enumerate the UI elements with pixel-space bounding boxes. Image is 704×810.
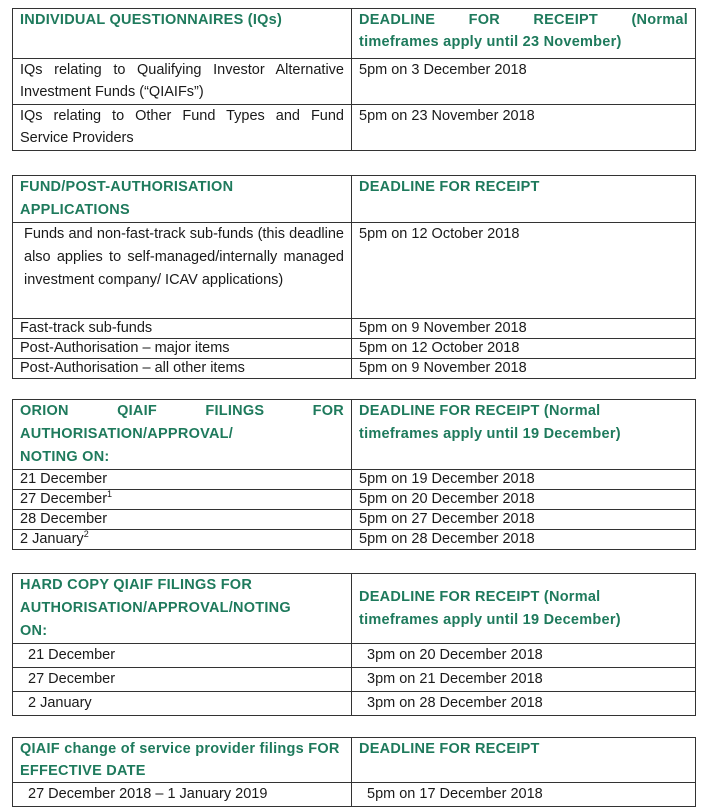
header-cell xyxy=(13,9,352,59)
row-label xyxy=(13,530,352,550)
footnote-marker: 2 xyxy=(83,529,89,540)
row-label: 27 December 2018 – 1 January 2019 xyxy=(13,783,352,807)
table-row xyxy=(13,530,696,550)
row-deadline: 3pm on 20 December 2018 xyxy=(352,644,696,668)
header-left-text: AUTHORISATION/APPROVAL/ xyxy=(20,426,234,442)
row-deadline: 5pm on 9 November 2018 xyxy=(352,319,696,339)
table-header-row xyxy=(13,400,696,470)
table-row xyxy=(13,223,696,319)
row-label-text: 2 January xyxy=(20,531,84,547)
header-right-text: DEADLINE FOR RECEIPT xyxy=(352,738,696,783)
table-header-row xyxy=(13,574,696,644)
header-left-text: ORION QIAIF FILINGS FOR xyxy=(20,403,344,419)
header-left-text: INDIVIDUAL QUESTIONNAIRES (IQs) xyxy=(20,12,283,28)
header-right-text: timeframes apply until 23 November) xyxy=(359,34,622,50)
header-left-text: NOTING ON: xyxy=(20,449,110,465)
row-deadline: 3pm on 21 December 2018 xyxy=(352,668,696,692)
header-right-text: DEADLINE FOR RECEIPT (Normal xyxy=(359,403,601,419)
row-label: Funds and non-fast-track sub-funds (this deadline also applies to self-managed/internally managed investment company/ ICAV applications) xyxy=(13,223,352,319)
table-row xyxy=(13,490,696,510)
row-label-text: 27 December xyxy=(20,491,108,507)
row-label xyxy=(13,470,352,490)
table-row xyxy=(13,668,696,692)
row-deadline: 5pm on 28 December 2018 xyxy=(352,530,696,550)
header-cell xyxy=(352,574,696,644)
table-row xyxy=(13,510,696,530)
header-right-text: timeframes apply until 19 December) xyxy=(359,611,621,628)
iq-deadlines-table xyxy=(12,8,696,151)
row-deadline: 5pm on 3 December 2018 xyxy=(352,59,696,105)
row-deadline: 5pm on 17 December 2018 xyxy=(352,783,696,807)
row-deadline: 5pm on 27 December 2018 xyxy=(352,510,696,530)
row-deadline: 5pm on 20 December 2018 xyxy=(352,490,696,510)
row-label xyxy=(13,510,352,530)
table-header-row xyxy=(13,738,696,783)
header-cell xyxy=(352,400,696,470)
header-right-text: DEADLINE FOR RECEIPT (Normal xyxy=(359,588,601,605)
row-deadline: 5pm on 23 November 2018 xyxy=(352,105,696,151)
footnote-marker: 1 xyxy=(107,489,113,500)
header-left-text: ON: xyxy=(20,623,48,639)
row-label: Fast-track sub-funds xyxy=(13,319,352,339)
row-label-text: 28 December xyxy=(20,511,108,527)
header-left-text: QIAIF change of service provider filings FOR EFFECTIVE DATE xyxy=(13,738,352,783)
header-left-text: FUND/POST-AUTHORISATION APPLICATIONS xyxy=(13,176,352,223)
row-label: IQs relating to Other Fund Types and Fund Service Providers xyxy=(13,105,352,151)
table-header-row xyxy=(13,9,696,59)
table-row xyxy=(13,692,696,716)
table-row xyxy=(13,59,696,105)
header-right-text: DEADLINE FOR RECEIPT xyxy=(352,176,696,223)
row-label-text: 21 December xyxy=(20,471,108,487)
row-deadline: 5pm on 12 October 2018 xyxy=(352,339,696,359)
table-row xyxy=(13,105,696,151)
table-row xyxy=(13,319,696,339)
row-label: 21 December xyxy=(13,644,352,668)
header-right-text: timeframes apply until 19 December) xyxy=(359,426,621,442)
table-header-row xyxy=(13,176,696,223)
header-cell xyxy=(13,574,352,644)
header-left-text: AUTHORISATION/APPROVAL/NOTING xyxy=(20,600,291,616)
row-deadline: 3pm on 28 December 2018 xyxy=(352,692,696,716)
table-row xyxy=(13,470,696,490)
table-row xyxy=(13,359,696,379)
header-right-text: DEADLINE FOR RECEIPT (Normal xyxy=(359,12,688,28)
header-left-text: HARD COPY QIAIF FILINGS FOR xyxy=(20,577,253,593)
row-deadline: 5pm on 19 December 2018 xyxy=(352,470,696,490)
row-label: 2 January xyxy=(13,692,352,716)
row-deadline: 5pm on 9 November 2018 xyxy=(352,359,696,379)
header-cell xyxy=(352,9,696,59)
row-deadline: 5pm on 12 October 2018 xyxy=(352,223,696,319)
hard-copy-filings-table xyxy=(12,573,696,716)
row-label: Post-Authorisation – all other items xyxy=(13,359,352,379)
table-row xyxy=(13,339,696,359)
table-row xyxy=(13,644,696,668)
orion-filings-table xyxy=(12,399,696,550)
row-label: 27 December xyxy=(13,668,352,692)
service-provider-filings-table xyxy=(12,737,696,807)
fund-applications-table xyxy=(12,175,696,379)
row-label: Post-Authorisation – major items xyxy=(13,339,352,359)
table-row xyxy=(13,783,696,807)
row-label xyxy=(13,490,352,510)
row-label: IQs relating to Qualifying Investor Alternative Investment Funds (“QIAIFs”) xyxy=(13,59,352,105)
header-cell xyxy=(13,400,352,470)
